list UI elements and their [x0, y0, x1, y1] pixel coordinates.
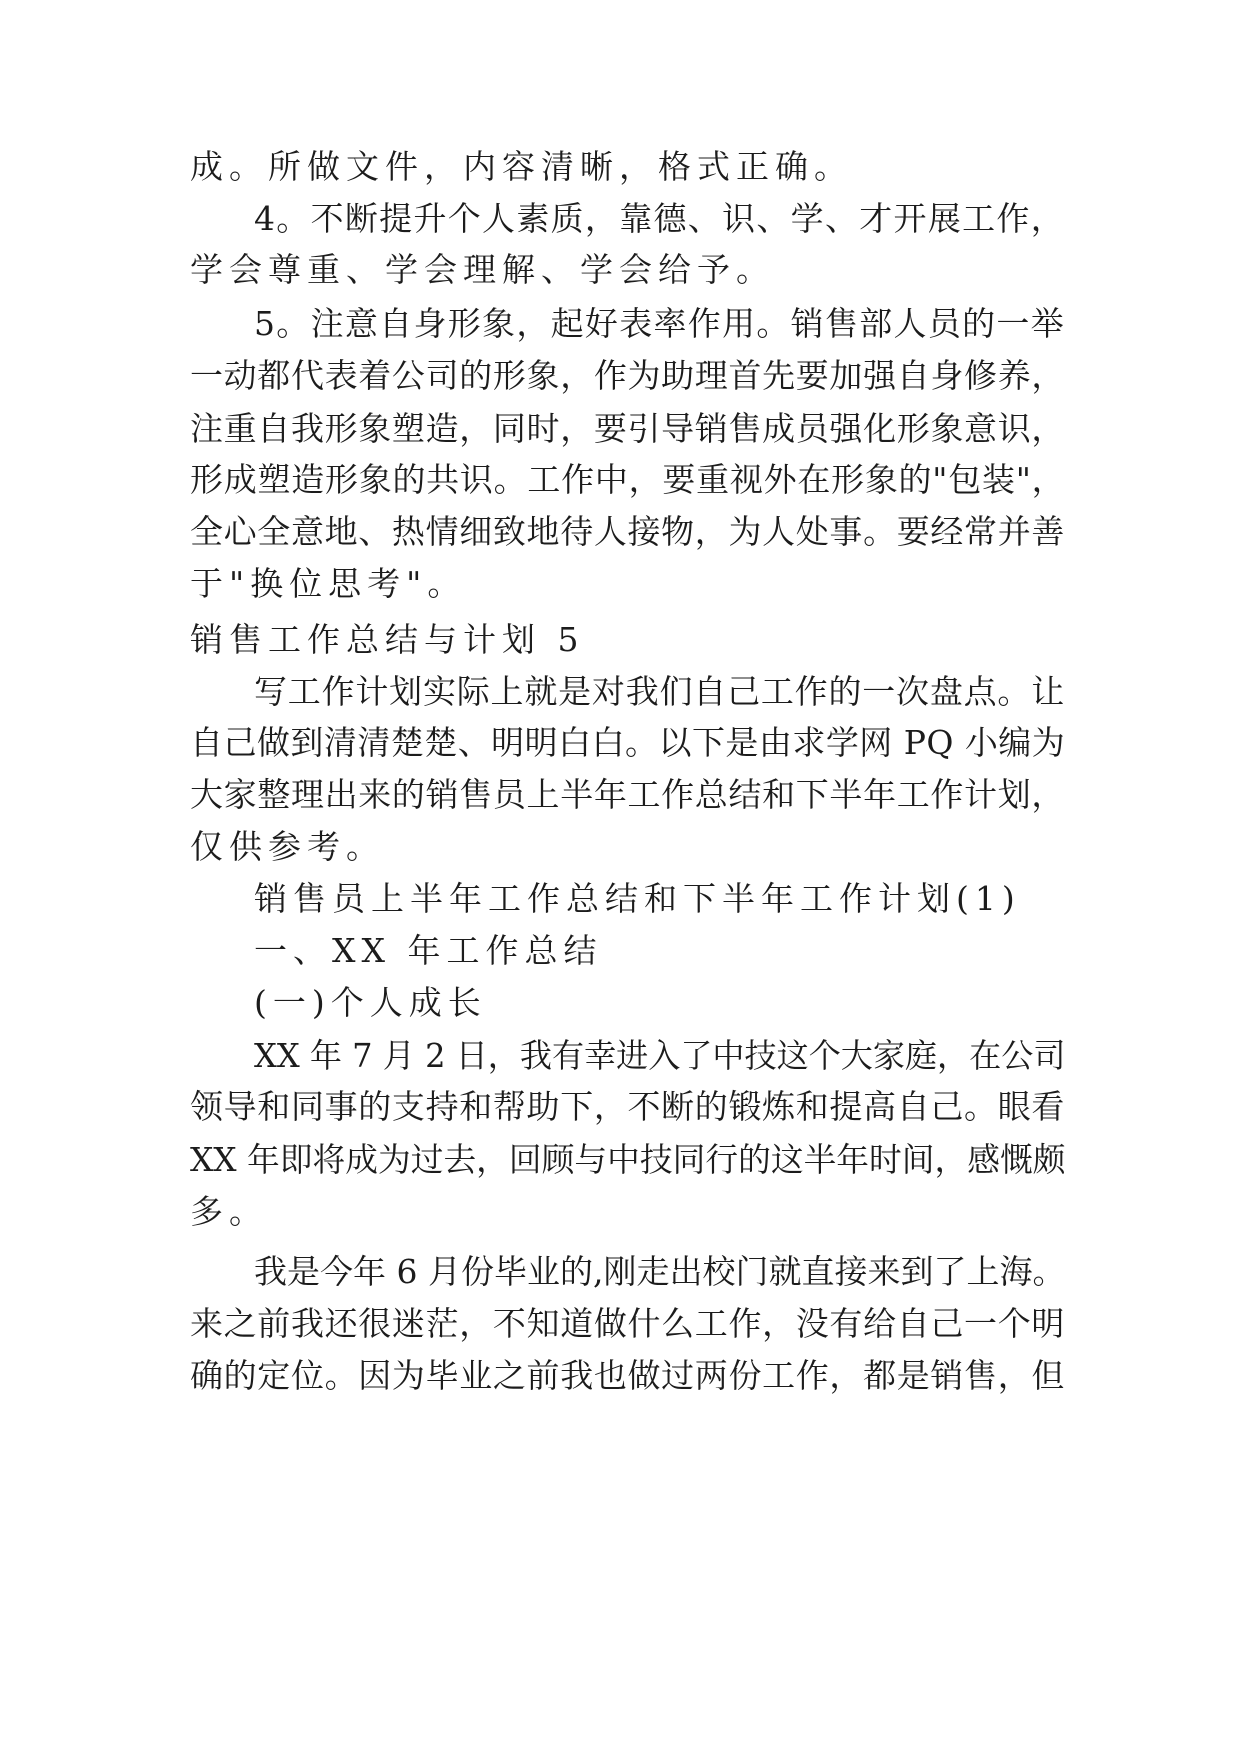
- text-line: 领导和同事的支持和帮助下，不断的锻炼和提高自己。眼看: [190, 1087, 1065, 1126]
- text-line: 5。注意自身形象，起好表率作用。销售部人员的一举: [254, 304, 1065, 343]
- text-line: 来之前我还很迷茫，不知道做什么工作，没有给自己一个明: [190, 1304, 1065, 1343]
- text-line: 一动都代表着公司的形象，作为助理首先要加强自身修养，: [190, 356, 1065, 395]
- subheading: 销售员上半年工作总结和下半年工作计划(1): [254, 879, 1021, 918]
- text-line: 形成塑造形象的共识。工作中，要重视外在形象的"包装"，: [190, 460, 1066, 499]
- text-line: 注重自我形象塑造，同时，要引导销售成员强化形象意识，: [190, 409, 1065, 448]
- text-line: 自己做到清清楚楚、明明白白。以下是由求学网 PQ 小编为: [190, 723, 1066, 762]
- text-line: 于"换位思考"。: [190, 564, 467, 603]
- text-line: XX 年即将成为过去，回顾与中技同行的这半年时间，感慨颇: [190, 1140, 1066, 1179]
- text-line: 成。所做文件，内容清晰，格式正确。: [190, 147, 853, 186]
- text-line: 学会尊重、学会理解、学会给予。: [190, 250, 775, 289]
- text-line: 仅供参考。: [190, 827, 385, 866]
- text-line: 我是今年 6 月份毕业的,刚走出校门就直接来到了上海。: [254, 1252, 1066, 1291]
- text-line: 确的定位。因为毕业之前我也做过两份工作，都是销售，但: [190, 1356, 1065, 1395]
- text-line: 全心全意地、热情细致地待人接物，为人处事。要经常并善: [190, 512, 1065, 551]
- text-line: 大家整理出来的销售员上半年工作总结和下半年工作计划，: [190, 775, 1065, 814]
- section-heading: 销售工作总结与计划 5: [190, 620, 585, 659]
- text-line: 多。: [190, 1192, 268, 1231]
- subheading: 一、XX 年工作总结: [254, 931, 603, 970]
- subheading: (一)个人成长: [254, 983, 487, 1022]
- text-line: 4。不断提升个人素质，靠德、识、学、才开展工作，: [254, 199, 1065, 238]
- text-line: 写工作计划实际上就是对我们自己工作的一次盘点。让: [254, 672, 1065, 711]
- text-line: XX 年 7 月 2 日，我有幸进入了中技这个大家庭，在公司: [254, 1036, 1066, 1075]
